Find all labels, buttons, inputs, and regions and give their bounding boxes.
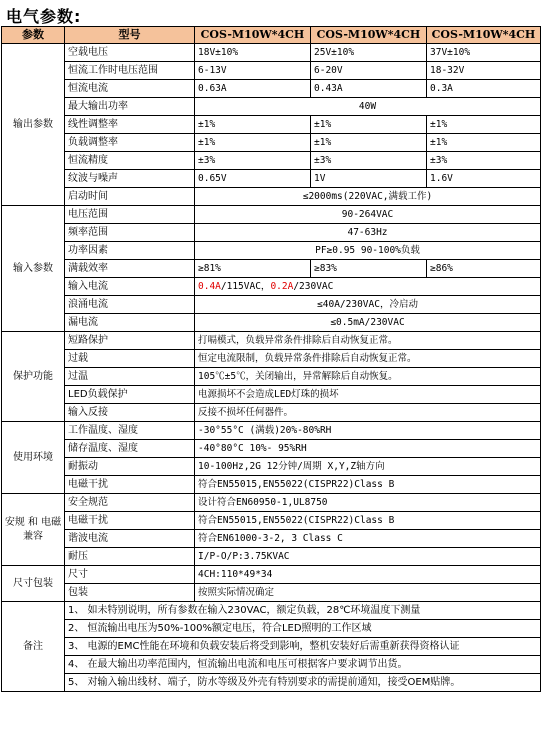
header-param: 参数 [2,27,65,44]
cell-value: ±3% [311,152,427,170]
current-part: 0.4A [198,280,221,292]
spec-table [1,26,541,692]
table-row [2,44,541,62]
cell-span-value: 设计符合EN60950-1,UL8750 [195,494,541,512]
table-row [2,260,541,278]
row-label: 输入反接 [65,404,195,422]
row-label: 线性调整率 [65,116,195,134]
row-label: 尺寸 [65,566,195,584]
note-item: 5、 对输入输出线材、端子，防水等级及外壳有特别要求的需提前通知，接受OEM贴牌。 [65,674,541,692]
header-model-2: COS-M10W*4CH [311,27,427,44]
table-row [2,350,541,368]
note-item: 1、 如未特别说明，所有参数在输入230VAC，额定负载，28℃环境温度下测量 [65,602,541,620]
row-label: 包装 [65,584,195,602]
cell-value: 18-32V [427,62,541,80]
cell-value: ±1% [311,134,427,152]
row-label: 启动时间 [65,188,195,206]
cell-value: 0.43A [311,80,427,98]
row-label: 输入电流 [65,278,195,296]
cell-span-value: 符合EN55015,EN55022(CISPR22)Class B [195,512,541,530]
row-label: 功率因素 [65,242,195,260]
cell-value: 1.6V [427,170,541,188]
row-label: 工作温度、湿度 [65,422,195,440]
table-row [2,332,541,350]
table-row [2,458,541,476]
cell-span-value: ≤0.5mA/230VAC [195,314,541,332]
cell-span-value: -40°80°C 10%- 95%RH [195,440,541,458]
note-item: 4、 在最大输出功率范围内，恒流输出电流和电压可根据客户要求调节出货。 [65,656,541,674]
table-row [2,170,541,188]
table-row [2,314,541,332]
cell-value: 37V±10% [427,44,541,62]
group-label-env: 使用环境 [2,422,65,494]
cell-span-value: 恒定电流限制，负载异常条件排除后自动恢复正常。 [195,350,541,368]
cell-span-value: I/P-O/P:3.75KVAC [195,548,541,566]
header-row [2,27,541,44]
cell-span-value: PF≥0.95 90-100%负载 [195,242,541,260]
cell-span-value: 按照实际情况确定 [195,584,541,602]
cell-value: 25V±10% [311,44,427,62]
table-row [2,296,541,314]
table-row [2,494,541,512]
header-model-1: COS-M10W*4CH [195,27,311,44]
table-row [2,98,541,116]
table-row [2,116,541,134]
table-row [2,548,541,566]
cell-span-value: 40W [195,98,541,116]
cell-value: 6-13V [195,62,311,80]
group-label-protect: 保护功能 [2,332,65,422]
table-row [2,278,541,296]
cell-value: ≥83% [311,260,427,278]
cell-value: 1V [311,170,427,188]
cell-span-value: 10-100Hz,2G 12分钟/周期 X,Y,Z轴方向 [195,458,541,476]
cell-span-value: 4CH:110*49*34 [195,566,541,584]
cell-span-value: 电源损坏不会造成LED灯珠的损坏 [195,386,541,404]
table-row [2,530,541,548]
page-title: 电气参数: [6,7,82,26]
table-row [2,656,541,674]
row-label: 漏电流 [65,314,195,332]
table-row [2,80,541,98]
cell-value: 0.65V [195,170,311,188]
row-label: LED负载保护 [65,386,195,404]
table-row [2,62,541,80]
current-part: /115VAC， [220,280,271,292]
cell-span-value: 符合EN55015,EN55022(CISPR22)Class B [195,476,541,494]
cell-span-value: 反接不损坏任何器件。 [195,404,541,422]
row-label: 安全规范 [65,494,195,512]
row-label: 电磁干扰 [65,476,195,494]
row-label: 谐波电流 [65,530,195,548]
cell-value: ±1% [427,134,541,152]
cell-value: 0.63A [195,80,311,98]
cell-value: 18V±10% [195,44,311,62]
table-row [2,566,541,584]
row-label: 浪涌电流 [65,296,195,314]
group-label-input: 输入参数 [2,206,65,332]
group-label-notes: 备注 [2,602,65,692]
table-row [2,638,541,656]
row-label: 短路保护 [65,332,195,350]
table-row [2,188,541,206]
row-label: 过温 [65,368,195,386]
table-row [2,584,541,602]
row-label: 耐压 [65,548,195,566]
cell-span-value: ≤2000ms(220VAC,满载工作) [195,188,541,206]
row-label: 恒流工作时电压范围 [65,62,195,80]
cell-span-value: 打嗝模式，负载异常条件排除后自动恢复正常。 [195,332,541,350]
row-label: 满载效率 [65,260,195,278]
table-row [2,422,541,440]
table-row [2,674,541,692]
cell-input-current [195,278,541,296]
row-label: 耐振动 [65,458,195,476]
group-label-safety: 安规 和 电磁兼容 [2,494,65,566]
cell-value: 6-20V [311,62,427,80]
note-item: 2、 恒流输出电压为50%-100%额定电压，符合LED照明的工作区域 [65,620,541,638]
row-label: 恒流电流 [65,80,195,98]
table-row [2,602,541,620]
row-label: 过载 [65,350,195,368]
table-row [2,206,541,224]
cell-value: 0.3A [427,80,541,98]
cell-span-value: -30°55°C (满载)20%-80%RH [195,422,541,440]
table-row [2,152,541,170]
cell-span-value: ≤40A/230VAC，冷启动 [195,296,541,314]
table-row [2,134,541,152]
table-row [2,242,541,260]
group-label-output: 输出参数 [2,44,65,206]
row-label: 电磁干扰 [65,512,195,530]
header-model: 型号 [65,27,195,44]
group-label-size: 尺寸包装 [2,566,65,602]
row-label: 频率范围 [65,224,195,242]
table-row [2,404,541,422]
cell-value: ±1% [311,116,427,134]
table-row [2,512,541,530]
cell-value: ≥81% [195,260,311,278]
row-label: 储存温度、湿度 [65,440,195,458]
cell-value: ±1% [195,134,311,152]
cell-value: ±1% [427,116,541,134]
row-label: 纹波与噪声 [65,170,195,188]
header-model-3: COS-M10W*4CH [427,27,541,44]
cell-value: ≥86% [427,260,541,278]
row-label: 最大输出功率 [65,98,195,116]
note-item: 3、 电源的EMC性能在环境和负载安装后将受到影响，整机安装好后需重新获得资格认证 [65,638,541,656]
row-label: 电压范围 [65,206,195,224]
cell-value: ±3% [427,152,541,170]
table-row [2,476,541,494]
cell-span-value: 符合EN61000-3-2, 3 Class C [195,530,541,548]
row-label: 恒流精度 [65,152,195,170]
current-part: /230VAC [293,280,334,292]
table-row [2,224,541,242]
cell-span-value: 105℃±5℃，关闭输出，异常解除后自动恢复。 [195,368,541,386]
table-row [2,440,541,458]
table-row [2,620,541,638]
cell-span-value: 90-264VAC [195,206,541,224]
current-part: 0.2A [270,280,294,292]
table-row [2,368,541,386]
table-row [2,386,541,404]
cell-value: ±3% [195,152,311,170]
cell-span-value: 47-63Hz [195,224,541,242]
row-label: 空载电压 [65,44,195,62]
cell-value: ±1% [195,116,311,134]
row-label: 负载调整率 [65,134,195,152]
